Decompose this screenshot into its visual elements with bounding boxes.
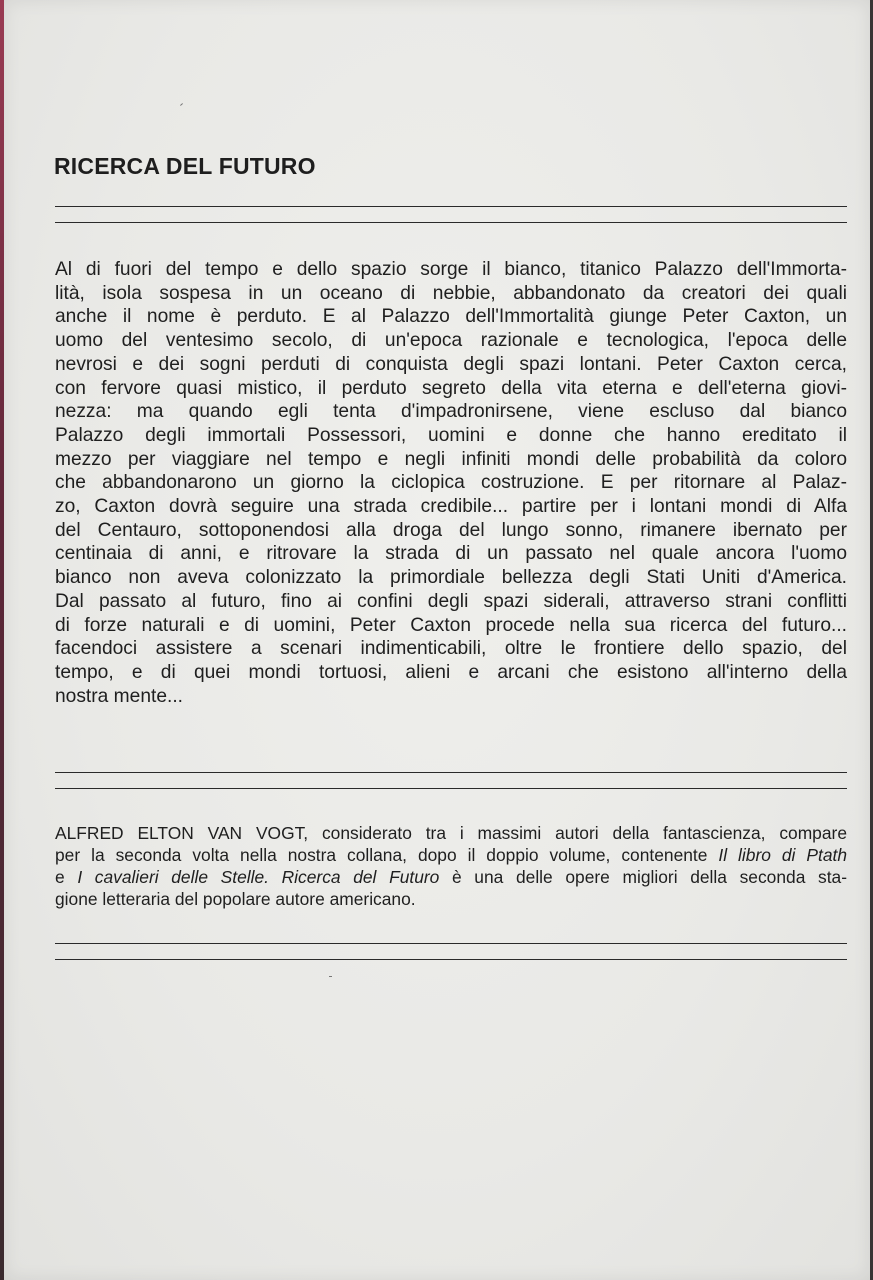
synopsis-line: nezza: ma quando egli tenta d'impadronirsene, viene escluso dal bianco — [55, 401, 847, 423]
divider-mid-2 — [55, 788, 847, 789]
synopsis-line: Dal passato al futuro, fino ai confini degli spazi siderali, attraverso strani conflitti — [55, 590, 847, 612]
synopsis-line: Al di fuori del tempo e dello spazio sorge il bianco, titanico Palazzo dell'Immorta- — [55, 259, 847, 280]
author-note — [55, 822, 847, 910]
synopsis-line: centinaia di anni, e ritrovare la strada di un passato nel quale ancora l'uomo — [55, 543, 847, 565]
synopsis-line: tempo, e di quei mondi tortuosi, alieni e arcani che esistono all'interno della — [55, 661, 847, 683]
author-note-text: è una delle opere migliori della seconda sta- — [439, 867, 847, 887]
divider-mid-1 — [55, 772, 847, 773]
synopsis-line: lità, isola sospesa in un oceano di nebbie, abbandonato da creatori dei quali — [55, 282, 847, 304]
synopsis-line: nevrosi e dei sogni perduti di conquista degli spazi lontani. Peter Caxton cerca, — [55, 353, 847, 375]
divider-top-2 — [55, 222, 847, 223]
author-note-text: per la seconda volta nella nostra collana, dopo il doppio volume, contenente — [55, 845, 719, 865]
synopsis-line: mezzo per viaggiare nel tempo e negli infiniti mondi delle probabilità da coloro — [55, 448, 847, 470]
author-note-line: gione letteraria del popolare autore americano. — [55, 889, 416, 909]
synopsis-line: di forze naturali e di uomini, Peter Caxton procede nella sua ricerca del futuro... — [55, 614, 847, 636]
paper-speck — [329, 976, 332, 977]
back-cover — [4, 0, 870, 1280]
synopsis — [55, 258, 847, 708]
synopsis-line: nostra mente... — [55, 685, 183, 707]
synopsis-line: del Centauro, sottoponendosi alla droga del lungo sonno, rimanere ibernato per — [55, 519, 847, 541]
author-note-text: e — [55, 867, 78, 887]
synopsis-line: con fervore quasi mistico, il perduto segreto della vita eterna e dell'eterna giovi- — [55, 377, 847, 399]
divider-bottom-1 — [55, 943, 847, 944]
divider-top-1 — [55, 206, 847, 207]
book-title: RICERCA DEL FUTURO — [54, 153, 316, 179]
author-note-line — [55, 844, 847, 866]
synopsis-line: Palazzo degli immortali Possessori, uomini e donne che hanno ereditato il — [55, 424, 847, 446]
paper-speck — [180, 103, 183, 106]
synopsis-line: uomo del ventesimo secolo, di un'epoca razionale e tecnologica, l'epoca delle — [55, 330, 847, 352]
synopsis-line: facendoci assistere a scenari indimenticabili, oltre le frontiere dello spazio, del — [55, 638, 847, 660]
book-title-ptath: Il libro di Ptath — [718, 845, 847, 865]
book-title-cavalieri: I cavalieri delle Stelle. Ricerca del Futuro — [77, 867, 440, 887]
author-note-line — [55, 866, 847, 888]
synopsis-line: anche il nome è perduto. E al Palazzo dell'Immortalità giunge Peter Caxton, un — [55, 306, 847, 328]
divider-bottom-2 — [55, 959, 847, 960]
synopsis-line: che abbandonarono un giorno la ciclopica costruzione. E per ritornare al Palaz- — [55, 472, 847, 494]
synopsis-line: zo, Caxton dovrà seguire una strada credibile... partire per i lontani mondi di Alfa — [55, 496, 847, 518]
synopsis-line: bianco non aveva colonizzato la primordiale bellezza degli Stati Uniti d'America. — [55, 567, 847, 589]
author-note-line: ALFRED ELTON VAN VOGT, considerato tra i massimi autori della fantascienza, compare — [55, 823, 847, 843]
